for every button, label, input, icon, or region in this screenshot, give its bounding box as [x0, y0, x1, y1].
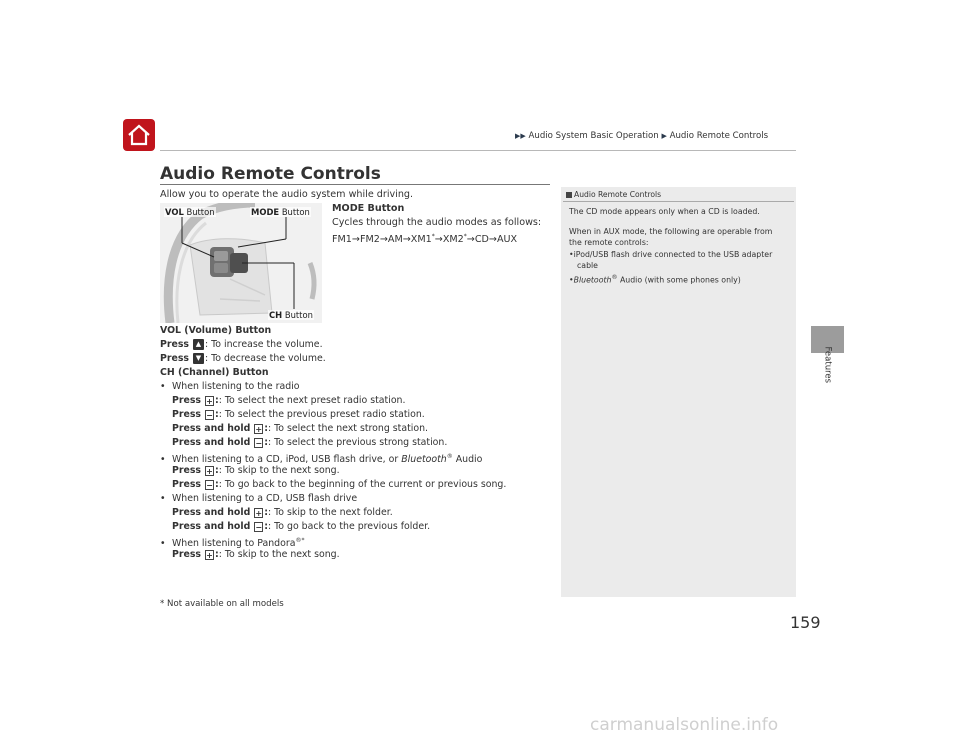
steering-wheel-figure [160, 203, 322, 323]
sidebar-divider [563, 201, 794, 202]
arrow-icon: → [434, 234, 443, 246]
ch-heading: CH (Channel) Button [160, 367, 269, 378]
volume-up-icon: ▲ [193, 339, 204, 350]
plus-key-icon: + [206, 466, 213, 476]
minus-key-icon: − [206, 410, 213, 420]
steering-wheel-illustration [160, 203, 322, 323]
home-icon [126, 123, 152, 147]
minus-key-icon: − [206, 480, 213, 490]
page-title: Audio Remote Controls [160, 164, 381, 184]
breadcrumb-current: Audio Remote Controls [669, 131, 769, 141]
bullet-cd-ipod: When listening to a CD, iPod, USB flash drive, or Bluetooth® Audio [172, 453, 483, 466]
mode-sequence: FM1→FM2→AM→XM1*→XM2*→CD→AUX [332, 233, 518, 246]
sidebar-body: The CD mode appears only when a CD is loaded. When in AUX mode, the following are operable from the remote controls: •iPod/USB flash drive connected to the USB adapter cable •Bluetooth® Audio (with some phones only) [569, 207, 773, 285]
arrow-icon: → [488, 234, 497, 246]
minus-key-icon: − [255, 438, 263, 448]
plus-key-icon: + [206, 396, 213, 406]
header-divider [160, 150, 796, 151]
breadcrumb-arrow-icon: ▶▶ [515, 132, 526, 140]
note-icon [566, 192, 572, 198]
title-underline [160, 184, 550, 185]
plus-key-icon: + [206, 550, 213, 560]
vol-button-label: VOL Button [165, 207, 215, 217]
side-tab-label[interactable]: Features [822, 346, 833, 384]
ch-button-label: CH Button [269, 310, 313, 320]
mode-heading: MODE Button [332, 203, 405, 214]
arrow-icon: → [402, 234, 411, 246]
breadcrumb [515, 131, 768, 141]
mode-description: Cycles through the audio modes as follows: [332, 217, 542, 228]
bullet-icon: • [569, 249, 574, 259]
body-content: VOL (Volume) Button Press ▲ : To increase the volume. Press ▼ : To decrease the volume. CH (Channel) Button • When listening to the radio Press + :: To select the next preset radio station. Press − :: To select the previous preset radio station. Press and hold + :: To select the next strong station. Press and hold − :: To select the previous strong station. • When listening to a CD, iPod, USB flash drive, or Bluetooth® Audio Press + :: To skip to the next song. Press − :: To go back to the beginning of the current or previous song. • When listening to a CD, USB flash drive Press and hold + :: To skip to the next folder. Press and hold − :: To go back to the previous folder. • When listening to Pandora®* Press + :: To skip to the next song. [160, 325, 507, 560]
plus-key-icon: + [255, 424, 263, 434]
page-number: 159 [790, 613, 821, 632]
intro-text: Allow you to operate the audio system while driving. [160, 189, 414, 200]
home-button[interactable] [123, 119, 155, 151]
sidebar-heading: Audio Remote Controls [566, 190, 661, 199]
bullet-pandora: When listening to Pandora®* [172, 537, 305, 550]
minus-key-icon: − [255, 522, 263, 532]
vol-heading: VOL (Volume) Button [160, 325, 272, 336]
footnote: * Not available on all models [160, 599, 284, 609]
volume-down-icon: ▼ [193, 353, 204, 364]
mode-button-label: MODE Button [251, 207, 310, 217]
breadcrumb-link-basic-operation[interactable]: Audio System Basic Operation [528, 131, 659, 141]
breadcrumb-arrow-icon: ▶ [661, 132, 667, 140]
bullet-cd-usb: When listening to a CD, USB flash drive [172, 493, 358, 504]
watermark: carmanualsonline.info [590, 715, 779, 735]
mode-button-section [332, 202, 541, 247]
arrow-icon: → [466, 234, 475, 246]
bullet-icon: • [569, 275, 574, 285]
arrow-icon: → [379, 234, 388, 246]
plus-key-icon: + [255, 508, 263, 518]
arrow-icon: → [351, 234, 360, 246]
bullet-radio: When listening to the radio [172, 381, 300, 392]
